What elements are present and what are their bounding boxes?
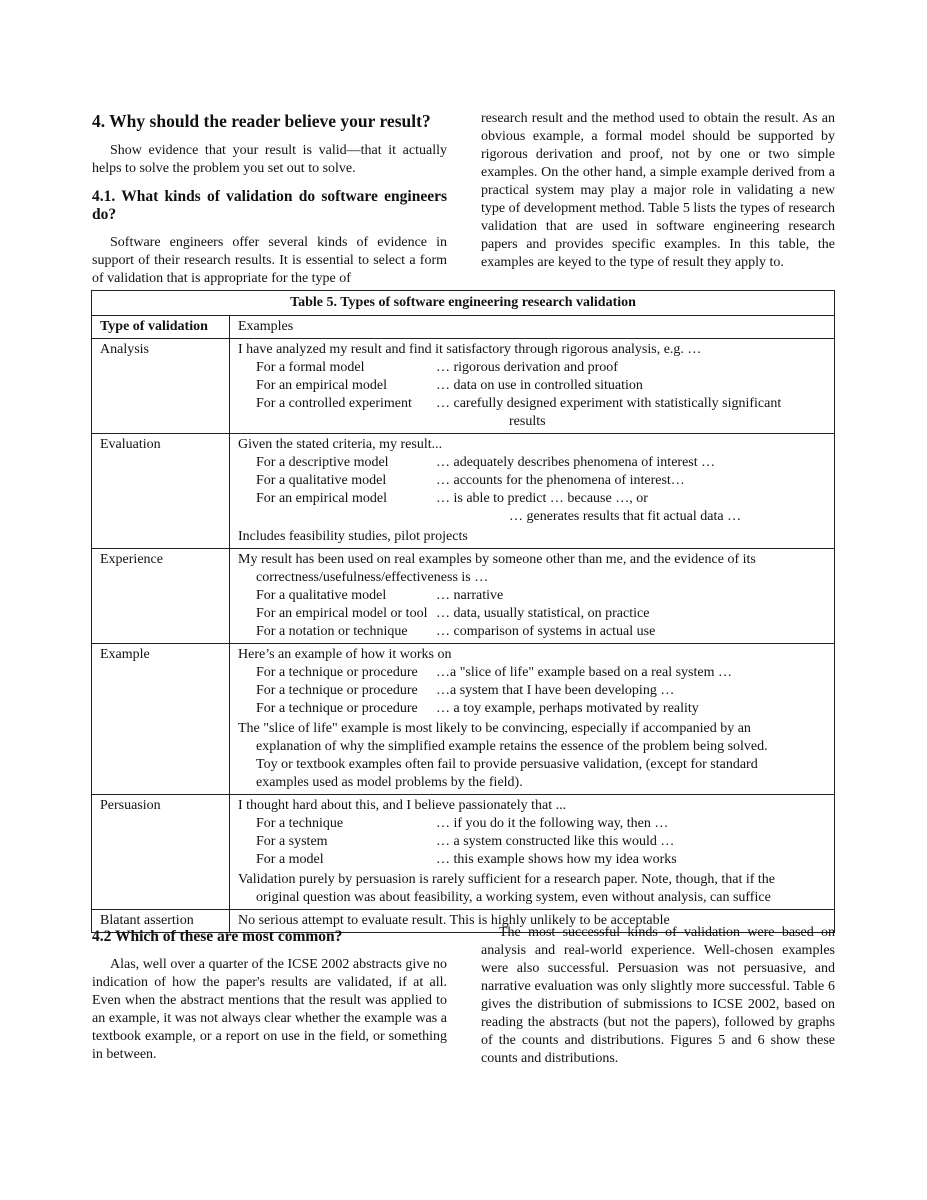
example-value: … narrative	[436, 588, 504, 603]
row-note-continued: explanation of why the simplified example retains the essence of the problem being solved.	[256, 739, 768, 754]
example-key: For a technique or procedure	[256, 701, 418, 716]
example-value: … a toy example, perhaps motivated by reality	[436, 701, 699, 716]
row-note-continued: Toy or textbook examples often fail to provide persuasive validation, (except for standard	[256, 757, 758, 772]
table-row-evaluation	[92, 434, 835, 549]
example-key: For a model	[256, 852, 324, 867]
example-key: For a notation or technique	[256, 624, 408, 639]
example-key: For an empirical model	[256, 491, 388, 506]
row-note-continued: original question was about feasibility, a working system, even without analysis, can suffice	[256, 890, 771, 905]
example-value: … rigorous derivation and proof	[436, 360, 618, 375]
row-intro: My result has been used on real examples by someone other than me, and the evidence of its	[238, 552, 756, 567]
example-key: For a system	[256, 834, 328, 849]
example-key: For an empirical model	[256, 378, 388, 393]
row-intro-continued: correctness/usefulness/effectiveness is …	[256, 570, 489, 585]
example-value: … a system constructed like this would …	[436, 834, 675, 849]
table-caption: Table 5. Types of software engineering research validation	[91, 290, 835, 315]
example-key: For a qualitative model	[256, 473, 387, 488]
validation-type: Evaluation	[92, 434, 230, 549]
column-header-type: Type of validation	[92, 316, 230, 339]
section-heading: 4. Why should the reader believe your result?	[92, 111, 431, 131]
column-header-examples: Examples	[230, 316, 835, 339]
example-key: For a formal model	[256, 360, 365, 375]
left-column	[92, 110, 447, 296]
table-row-analysis	[92, 339, 835, 434]
bottom-right-column	[481, 924, 835, 1076]
section-intro: Show evidence that your result is valid—that it actually helps to solve the problem you set out to solve.	[92, 143, 447, 176]
validation-examples	[230, 795, 835, 910]
subsection-paragraph: The most successful kinds of validation were based on analysis and real-world experience. Well-chosen examples were also successful. Persuasion was not persuasive, and narrative evaluation was only slightly more successful. Table 6 gives the distribution of submissions to ICSE 2002, based on reading the abstracts (but not the papers), followed by graphs of the counts and distributions. Figures 5 and 6 show these counts and distributions.	[481, 925, 835, 1066]
example-value: … data on use in controlled situation	[436, 378, 643, 393]
continuation: … generates results that fit actual data …	[509, 509, 742, 524]
subsection-paragraph: Software engineers offer several kinds of evidence in support of their research results. It is essential to select a form of validation that is appropriate for the type of	[92, 235, 447, 286]
table-row-experience	[92, 549, 835, 644]
example-key: For a qualitative model	[256, 588, 387, 603]
table-row-example	[92, 644, 835, 795]
example-key: For a technique	[256, 816, 344, 831]
example-value: …a "slice of life" example based on a real system …	[436, 665, 732, 680]
example-value: … this example shows how my idea works	[436, 852, 677, 867]
bottom-left-column	[92, 928, 447, 1072]
row-note-continued: examples used as model problems by the field).	[256, 775, 523, 790]
example-key: For a technique or procedure	[256, 683, 418, 698]
example-value: … data, usually statistical, on practice	[436, 606, 650, 621]
example-key: For a technique or procedure	[256, 665, 418, 680]
subsection-heading: 4.1. What kinds of validation do software engineers do?	[92, 188, 447, 223]
row-intro: I thought hard about this, and I believe passionately that ...	[238, 798, 567, 813]
continuation: results	[509, 414, 546, 429]
example-value: … accounts for the phenomena of interest…	[436, 473, 685, 488]
validation-type: Experience	[92, 549, 230, 644]
example-value: …a system that I have been developing …	[436, 683, 675, 698]
validation-examples: No serious attempt to evaluate result. This is highly unlikely to be acceptable	[230, 910, 835, 933]
example-key: For an empirical model or tool	[256, 606, 428, 621]
continued-paragraph: research result and the method used to obtain the result. As an obvious example, a formal model should be supported by rigorous derivation and proof, not by one or two simple examples. On the other hand, a simple example derived from a practical system may play a major role in validating a new type of development method. Table 5 lists the types of research validation that are used in software engineering research papers and provides specific examples. In this table, the examples are keyed to the type of result they apply to.	[481, 111, 835, 270]
example-key: For a controlled experiment	[256, 396, 412, 411]
validation-examples	[230, 434, 835, 549]
example-value: … comparison of systems in actual use	[436, 624, 656, 639]
validation-type: Analysis	[92, 339, 230, 434]
row-intro: Here’s an example of how it works on	[238, 647, 452, 662]
example-key: For a descriptive model	[256, 455, 389, 470]
right-column	[481, 110, 835, 280]
row-intro: Given the stated criteria, my result...	[238, 437, 443, 452]
row-note: The "slice of life" example is most likely to be convincing, especially if accompanied by an	[238, 721, 751, 736]
row-note: Includes feasibility studies, pilot projects	[238, 529, 468, 544]
row-note: Validation purely by persuasion is rarely sufficient for a research paper. Note, though, that if the	[238, 872, 776, 887]
validation-type: Example	[92, 644, 230, 795]
table-5	[91, 290, 835, 933]
validation-examples	[230, 339, 835, 434]
subsection-paragraph: Alas, well over a quarter of the ICSE 2002 abstracts give no indication of how the paper's results are validated, if at all. Even when the abstract mentions that the result was applied to an example, it was not always clear whether the example was a textbook example, or a report on use in the field, or something in between.	[92, 957, 447, 1062]
subsection-heading: 4.2 Which of these are most common?	[92, 928, 343, 945]
example-value: … is able to predict … because …, or	[436, 491, 648, 506]
validation-type: Persuasion	[92, 795, 230, 910]
example-value: … if you do it the following way, then …	[436, 816, 669, 831]
validation-type: Blatant assertion	[92, 910, 230, 933]
validation-examples	[230, 644, 835, 795]
validation-examples	[230, 549, 835, 644]
table-row-persuasion	[92, 795, 835, 910]
example-value: … adequately describes phenomena of interest …	[436, 455, 716, 470]
row-intro: I have analyzed my result and find it satisfactory through rigorous analysis, e.g. …	[238, 342, 702, 357]
example-value: … carefully designed experiment with statistically significant	[436, 396, 782, 411]
